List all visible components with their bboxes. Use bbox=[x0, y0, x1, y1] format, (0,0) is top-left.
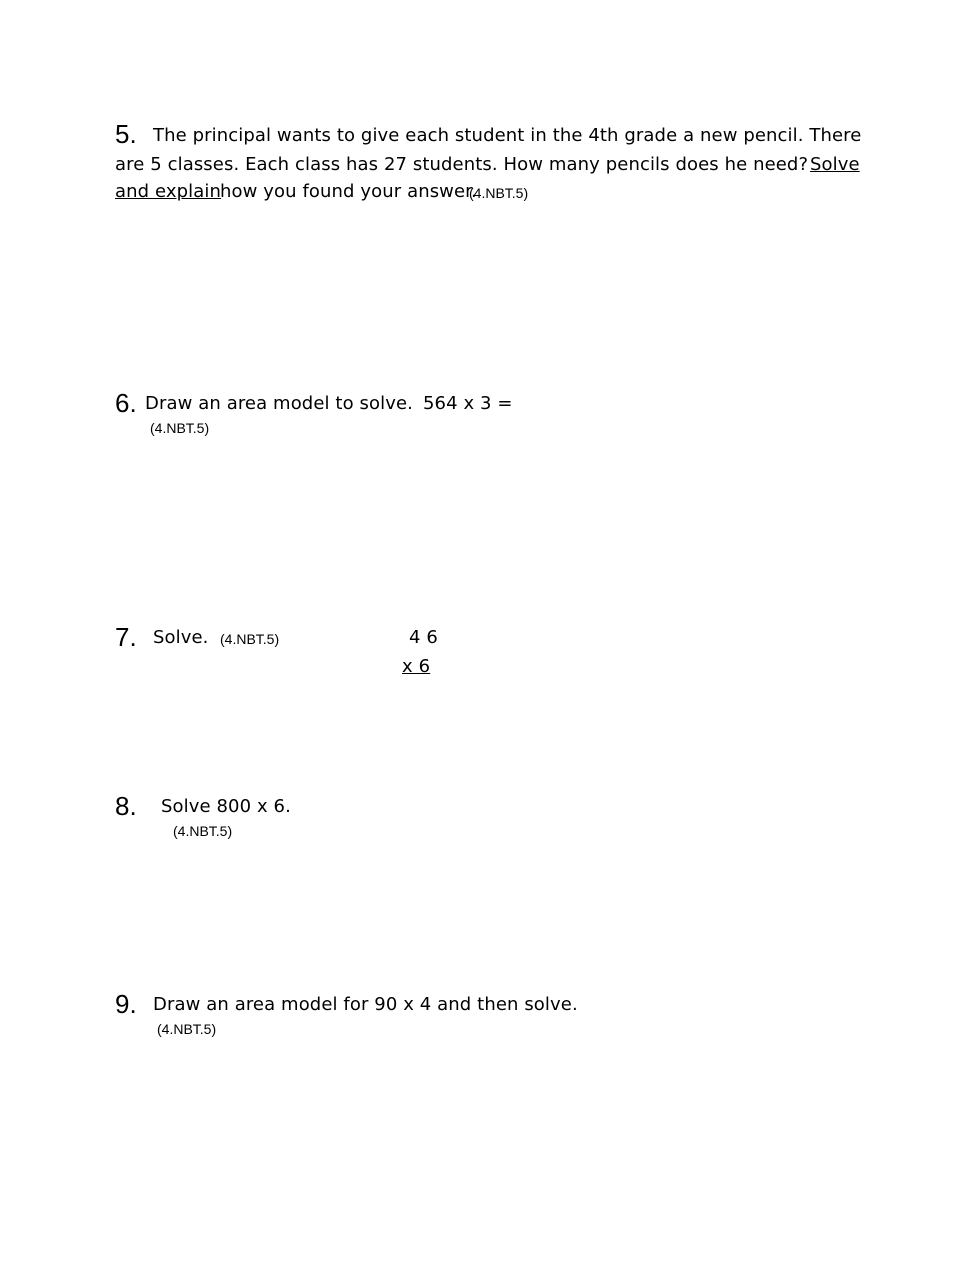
question-5-standard: (4.NBT.5) bbox=[469, 185, 529, 201]
question-5-solve-word: Solve bbox=[810, 154, 860, 175]
question-9-number: 9. bbox=[115, 989, 137, 1019]
question-8-standard: (4.NBT.5) bbox=[173, 823, 233, 839]
question-6-expression: 564 x 3 = bbox=[423, 393, 513, 414]
question-8-prompt: Solve 800 x 6. bbox=[161, 796, 291, 817]
question-6-number: 6. bbox=[115, 388, 137, 418]
question-5-and-explain: and explain bbox=[115, 181, 221, 202]
question-5-line-1: The principal wants to give each student in the 4th grade a new pencil. There bbox=[153, 125, 862, 146]
question-7-bottom-operand: x 6 bbox=[402, 656, 431, 677]
question-6-prompt: Draw an area model to solve. bbox=[145, 393, 413, 414]
question-7-number: 7. bbox=[115, 622, 137, 652]
question-7-prompt: Solve. bbox=[153, 627, 209, 648]
question-9-standard: (4.NBT.5) bbox=[157, 1021, 217, 1037]
question-9-prompt: Draw an area model for 90 x 4 and then solve. bbox=[153, 994, 578, 1015]
question-8-number: 8. bbox=[115, 791, 137, 821]
question-5-tail: how you found your answer. bbox=[220, 181, 477, 202]
question-6-standard: (4.NBT.5) bbox=[150, 420, 210, 436]
question-5-line-2: are 5 classes. Each class has 27 students. How many pencils does he need? bbox=[115, 154, 809, 175]
question-7-standard: (4.NBT.5) bbox=[220, 631, 280, 647]
question-5-number: 5. bbox=[115, 119, 137, 149]
question-7-top-operand: 4 6 bbox=[409, 627, 438, 648]
